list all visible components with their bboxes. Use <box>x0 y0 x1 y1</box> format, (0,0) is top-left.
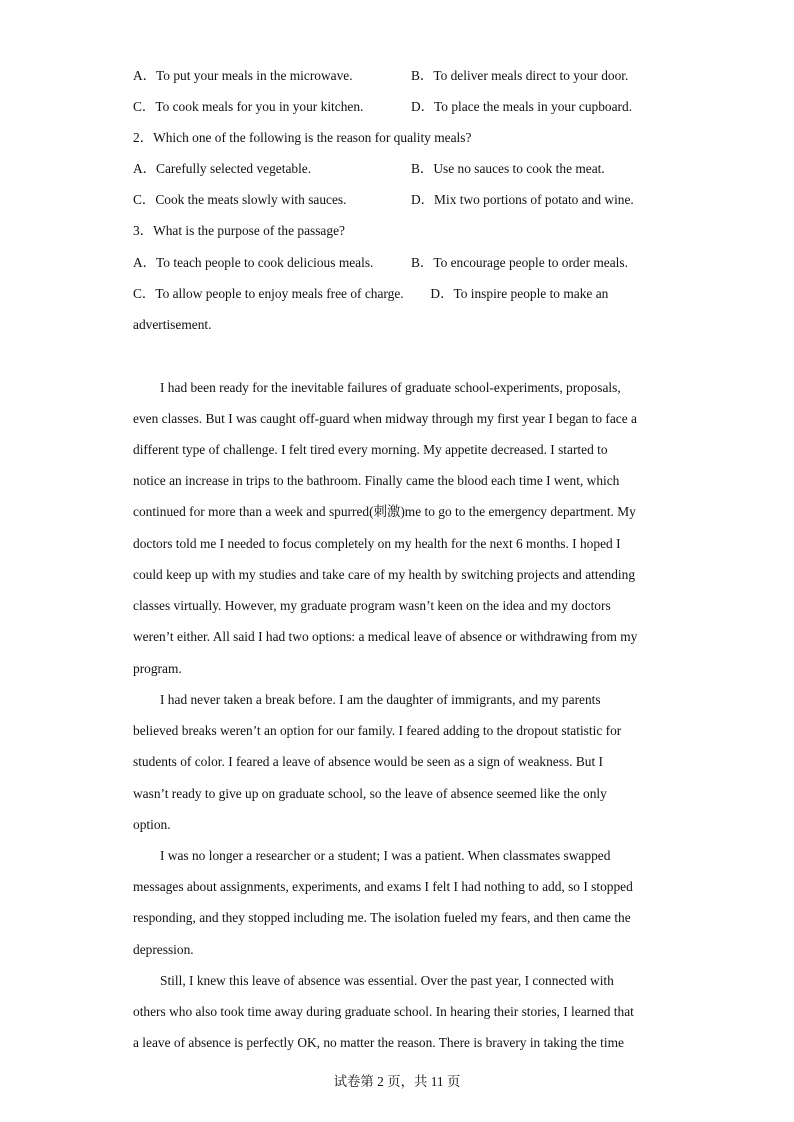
passage-line: I had never taken a break before. I am the daughter of immigrants, and my parents <box>160 692 601 707</box>
q3-option-b: B．To encourage people to order meals. <box>411 255 628 270</box>
passage-line: Still, I knew this leave of absence was essential. Over the past year, I connected with <box>160 973 614 988</box>
passage-line: doctors told me I needed to focus completely on my health for the next 6 months. I hoped I <box>133 536 621 551</box>
passage-line: even classes. But I was caught off-guard when midway through my first year I began to face a <box>133 411 637 426</box>
q2-option-a: A．Carefully selected vegetable. <box>133 161 312 176</box>
passage-line: different type of challenge. I felt tired every morning. My appetite decreased. I started to <box>133 442 608 457</box>
q3-option-a: A．To teach people to cook delicious meals. <box>133 255 374 270</box>
q2-option-d: D．Mix two portions of potato and wine. <box>411 192 634 207</box>
passage-line: students of color. I feared a leave of absence would be seen as a sign of weakness. But I <box>133 754 603 769</box>
passage-line: I was no longer a researcher or a student; I was a patient. When classmates swapped <box>160 848 611 863</box>
passage-line: classes virtually. However, my graduate program wasn’t keen on the idea and my doctors <box>133 598 611 613</box>
passage-line: I had been ready for the inevitable failures of graduate school-experiments, proposals, <box>160 380 621 395</box>
passage-line: a leave of absence is perfectly OK, no matter the reason. There is bravery in taking the time <box>133 1035 624 1050</box>
passage-line: responding, and they stopped including me. The isolation fueled my fears, and then came the <box>133 910 631 925</box>
q2-option-c: C．Cook the meats slowly with sauces. <box>133 192 347 207</box>
q3-option-c-d: C．To allow people to enjoy meals free of charge. D．To inspire people to make an <box>133 286 609 301</box>
q1-option-c: C．To cook meals for you in your kitchen. <box>133 99 364 114</box>
page-number-footer: 试卷第 2 页，共 11 页 <box>333 1074 461 1089</box>
passage-line: could keep up with my studies and take care of my health by switching projects and attending <box>133 567 636 582</box>
passage-line: messages about assignments, experiments, and exams I felt I had nothing to add, so I stopped <box>133 879 633 894</box>
q1-option-a: A．To put your meals in the microwave. <box>133 68 353 83</box>
passage-line: program. <box>133 661 182 676</box>
passage-line: option. <box>133 817 171 832</box>
passage-line: believed breaks weren’t an option for our family. I feared adding to the dropout statistic for <box>133 723 622 738</box>
passage-line: notice an increase in trips to the bathroom. Finally came the blood each time I went, which <box>133 473 620 488</box>
q1-option-b: B．To deliver meals direct to your door. <box>411 68 629 83</box>
passage-line: wasn’t ready to give up on graduate school, so the leave of absence seemed like the only <box>133 786 607 801</box>
q3-option-d-cont: advertisement. <box>133 317 212 332</box>
q2-option-b: B．Use no sauces to cook the meat. <box>411 161 605 176</box>
q3-stem: 3．What is the purpose of the passage? <box>133 223 345 238</box>
passage-line: weren’t either. All said I had two options: a medical leave of absence or withdrawing from my <box>133 629 638 644</box>
q2-stem: 2．Which one of the following is the reason for quality meals? <box>133 130 472 145</box>
passage-line: others who also took time away during graduate school. In hearing their stories, I learned that <box>133 1004 634 1019</box>
q1-option-d: D．To place the meals in your cupboard. <box>411 99 633 114</box>
passage-line: depression. <box>133 942 194 957</box>
passage-line: continued for more than a week and spurred(刺激)me to go to the emergency department. My <box>133 504 636 519</box>
